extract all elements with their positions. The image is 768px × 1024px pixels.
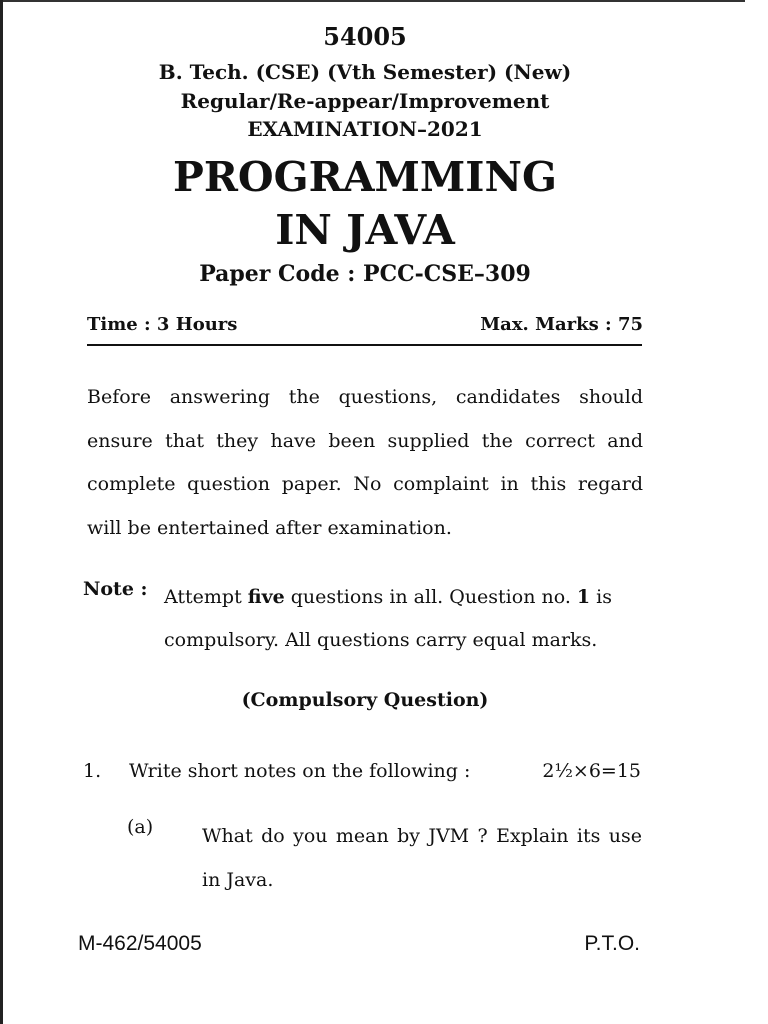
- note-text-part1: Attempt: [164, 586, 248, 608]
- note-label: Note :: [83, 578, 148, 600]
- paper-number: 54005: [323, 22, 407, 51]
- note-text-part3: is compulsory. All questions carry equal marks.: [164, 586, 613, 651]
- subpart-text: What do you mean by JVM ? Explain its use in Java.: [202, 825, 642, 891]
- course-name: B. Tech. (CSE) (Vth Semester) (New): [158, 60, 572, 84]
- subject-title-line1: PROGRAMMING: [173, 153, 557, 201]
- footer-pto: P.T.O.: [584, 932, 640, 955]
- question-marks: 2½×6=15: [542, 760, 641, 782]
- footer-code: M-462/54005: [78, 932, 202, 955]
- question-number: 1.: [83, 760, 102, 782]
- subpart-label: (a): [127, 816, 154, 838]
- note-bold-one: 1: [576, 586, 591, 608]
- time-allowed: Time : 3 Hours: [87, 314, 238, 335]
- exam-year: EXAMINATION–2021: [247, 117, 483, 141]
- note-bold-five: five: [247, 586, 285, 608]
- header-divider: [87, 344, 642, 346]
- question-text: Write short notes on the following :: [129, 760, 471, 782]
- max-marks: Max. Marks : 75: [480, 314, 643, 335]
- subject-title-line2: IN JAVA: [275, 206, 455, 254]
- section-heading: (Compulsory Question): [241, 689, 489, 711]
- page-top-border: [0, 0, 745, 2]
- note-text-part2: questions in all. Question no.: [284, 586, 577, 608]
- candidate-instructions: Before answering the questions, candidates should ensure that they have been supplied the correct and complete question paper. No complaint in this regard will be entertained after examination.: [87, 386, 643, 539]
- paper-code: Paper Code : PCC-CSE–309: [199, 261, 531, 287]
- exam-type: Regular/Re-appear/Improvement: [180, 89, 550, 113]
- note-text: [164, 576, 642, 662]
